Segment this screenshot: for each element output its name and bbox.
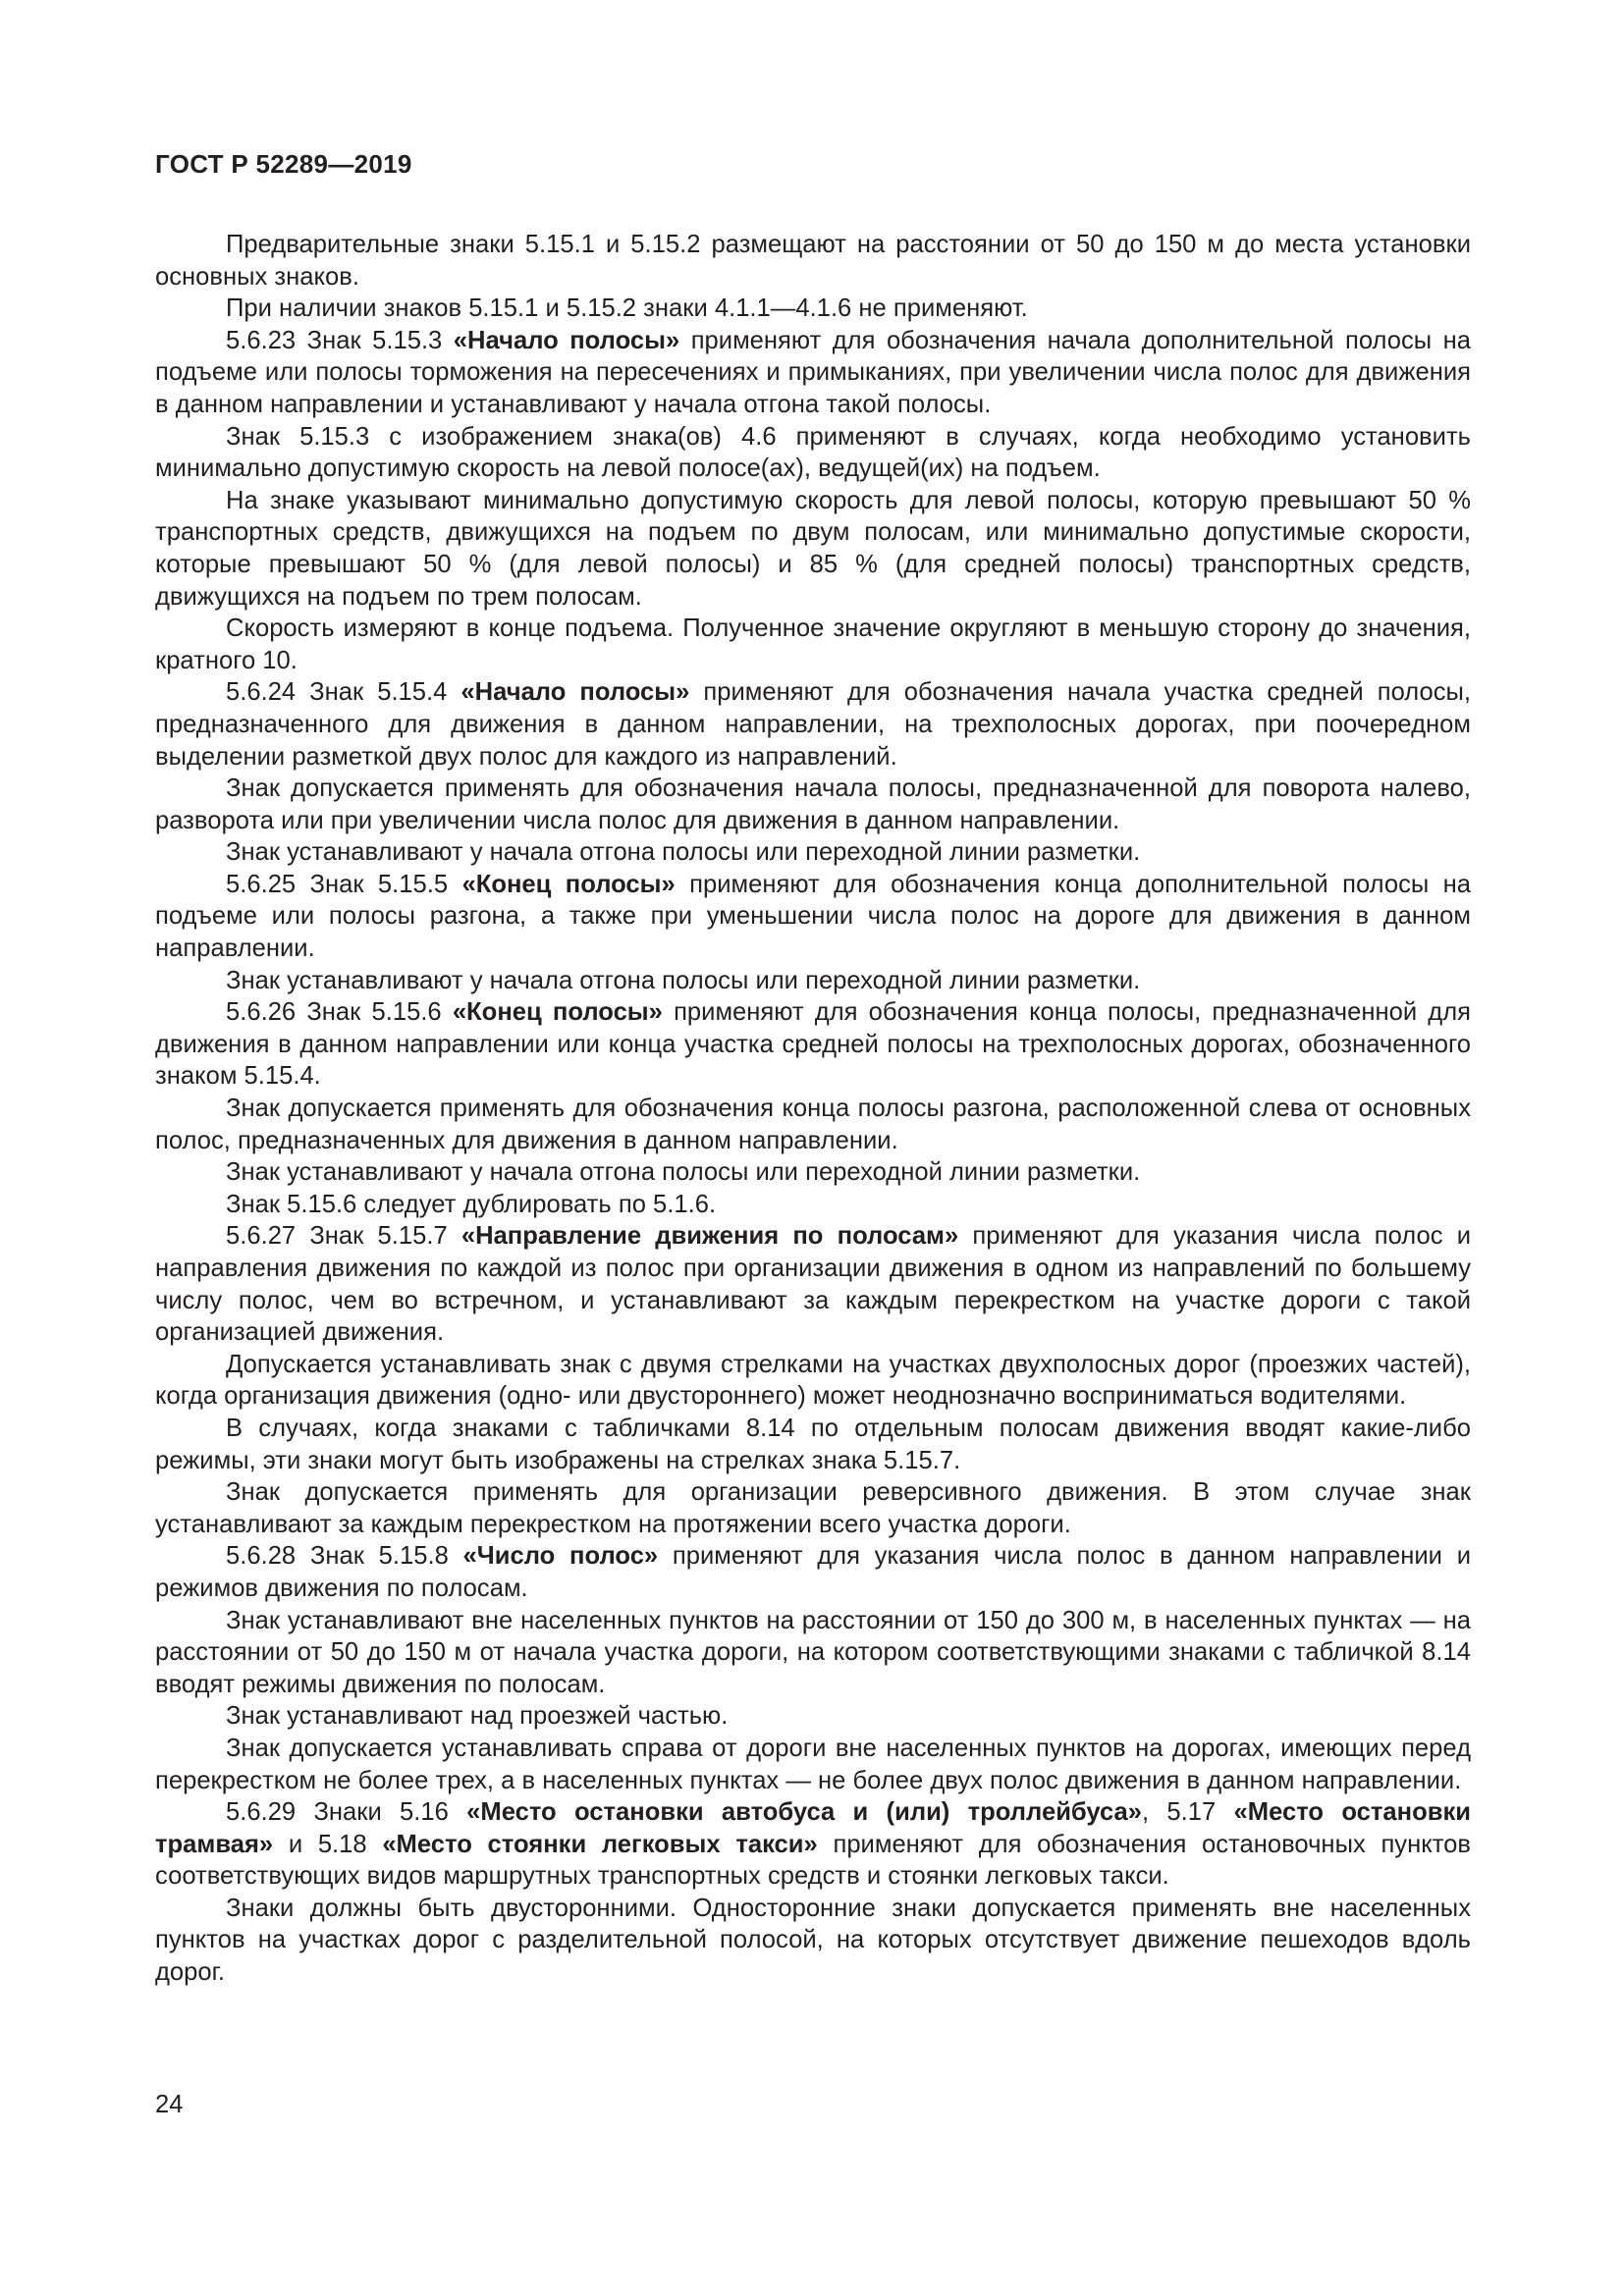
paragraph	[155, 1189, 1471, 1221]
text-run: применяют для обозначения остановочных пунктов соответствующих видов маршрутных транспортных средств и стоянки легковых такси.	[155, 1830, 1471, 1891]
text-run: Предварительные знаки 5.15.1 и 5.15.2 размещают на расстоянии от 50 до 150 м до места установки основных знаков.	[155, 231, 1471, 291]
text-run: Знак устанавливают у начала отгона полосы или переходной линии разметки.	[226, 1158, 1141, 1187]
paragraph	[155, 1605, 1471, 1701]
paragraph	[155, 485, 1471, 613]
paragraph	[155, 1540, 1471, 1604]
sign-name-bold: «Направление движения по полосам»	[460, 1222, 959, 1251]
text-run: Допускается устанавливать знак с двумя стрелками на участках двухполосных дорог (проезжих частей), когда организация движения (одно- или двустороннего) может неоднозначно восприниматься водителями.	[155, 1350, 1471, 1411]
text-run: Скорость измеряют в конце подъема. Полученное значение округляют в меньшую сторону до значения, кратного 10.	[155, 614, 1471, 674]
text-run: применяют для обозначения начала дополнительной полосы на подъеме или полосы торможения на пересечениях и примыканиях, при увеличении числа полос для движения в данном направлении и устанавливают у начала отгона такой полосы.	[155, 326, 1471, 418]
sign-name-bold: «Число полос»	[462, 1542, 659, 1571]
text-run: Знак допускается применять для обозначения начала полосы, предназначенной для поворота налево, разворота или при увеличении числа полос для движения в данном направлении.	[155, 774, 1471, 834]
paragraph	[155, 1156, 1471, 1189]
paragraph	[155, 1476, 1471, 1540]
sign-name-bold: «Место остановки автобуса и (или) троллейбуса»	[466, 1798, 1143, 1827]
paragraph	[155, 676, 1471, 773]
sign-name-bold: «Начало полосы»	[453, 326, 680, 354]
paragraph	[155, 773, 1471, 836]
text-run: Знак устанавливают вне населенных пунктов на расстоянии от 150 до 300 м, в населенных пунктах — на расстоянии от 50 до 150 м от начала участка дороги, на котором соответствующими знаками с табличкой 8.14 вводят режимы движения по полосам.	[155, 1606, 1471, 1698]
paragraph	[155, 1733, 1471, 1796]
paragraph	[155, 1700, 1471, 1733]
paragraph	[155, 421, 1471, 485]
text-run: При наличии знаков 5.15.1 и 5.15.2 знаки 4.1.1—4.1.6 не применяют.	[226, 294, 1028, 323]
text-run: 5.6.25 Знак 5.15.5	[226, 870, 462, 898]
paragraph	[155, 836, 1471, 869]
paragraph	[155, 1349, 1471, 1413]
text-run: Знак 5.15.3 с изображением знака(ов) 4.6 применяют в случаях, когда необходимо установить минимально допустимую скорость на левой полосе(ах), ведущей(их) на подъем.	[155, 422, 1471, 483]
text-run: На знаке указывают минимально допустимую скорость для левой полосы, которую превышают 50 % транспортных средств, движущихся на подъем по двум полосам, или минимально допустимые скорости, которые превышают 50 % (для левой полосы) и 85 % (для средней полосы) транспортных средств, движущихся на подъем по трем полосам.	[155, 486, 1471, 611]
text-run: применяют для указания числа полос и направления движения по каждой из полос при организации движения в одном из направлений по большему числу полос, чем во встречном, и устанавливают за каждым перекрестком на участке дороги с такой организацией движения.	[155, 1222, 1471, 1347]
page-number: 24	[155, 2091, 184, 2118]
sign-name-bold: «Конец полосы»	[461, 870, 676, 898]
text-run: 5.6.29 Знаки 5.16	[226, 1798, 467, 1827]
sign-name-bold: «Место остановки трамвая»	[155, 1798, 1472, 1858]
sign-name-bold: «Начало полосы»	[460, 678, 690, 707]
text-run: 5.6.27 Знак 5.15.7	[226, 1222, 461, 1251]
paragraph	[155, 965, 1471, 997]
paragraph	[155, 1893, 1471, 1989]
text-run: Знак устанавливают у начала отгона полосы или переходной линии разметки.	[226, 966, 1141, 994]
text-run: 5.6.28 Знак 5.15.8	[226, 1542, 463, 1571]
text-run: Знак допускается устанавливать справа от дороги вне населенных пунктов на дорогах, имеющих перед перекрестком не более трех, а в населенных пунктах — не более двух полос движения в данном направлении.	[155, 1734, 1471, 1794]
paragraph	[155, 325, 1471, 421]
text-run: 5.6.24 Знак 5.15.4	[226, 678, 461, 707]
document-body	[155, 229, 1471, 1989]
text-run: В случаях, когда знаками с табличками 8.14 по отдельным полосам движения вводят какие-либо режимы, эти знаки могут быть изображены на стрелках знака 5.15.7.	[155, 1414, 1471, 1474]
text-run: Знак допускается применять для организации реверсивного движения. В этом случае знак устанавливают за каждым перекрестком на протяжении всего участка дороги.	[155, 1478, 1471, 1538]
paragraph	[155, 1220, 1471, 1348]
paragraph	[155, 1093, 1471, 1156]
sign-name-bold: «Конец полосы»	[452, 998, 663, 1027]
text-run: Знак 5.15.6 следует дублировать по 5.1.6.	[226, 1190, 717, 1218]
paragraph	[155, 229, 1471, 293]
text-run: применяют для обозначения конца полосы, предназначенной для движения в данном направлении или конца участка средней полосы на трехполосных дорогах, обозначенного знаком 5.15.4.	[155, 998, 1471, 1091]
text-run: Знак допускается применять для обозначения конца полосы разгона, расположенной слева от основных полос, предназначенных для движения в данном направлении.	[155, 1095, 1471, 1154]
paragraph	[155, 1796, 1471, 1893]
paragraph	[155, 613, 1471, 676]
text-run: применяют для обозначения конца дополнительной полосы на подъеме или полосы разгона, а также при уменьшении числа полос на дороге для движения в данном направлении.	[155, 870, 1472, 963]
paragraph	[155, 996, 1471, 1093]
text-run: , 5.17	[1142, 1798, 1234, 1827]
text-run: Знак устанавливают у начала отгона полосы или переходной линии разметки.	[226, 838, 1141, 867]
text-run: 5.6.26 Знак 5.15.6	[226, 998, 453, 1027]
text-run: Знаки должны быть двусторонними. Односторонние знаки допускается применять вне населенных пунктов на участках дорог с разделительной полосой, на которых отсутствует движение пешеходов вдоль дорог.	[155, 1894, 1471, 1987]
sign-name-bold: «Место стоянки легковых такси»	[382, 1830, 818, 1858]
text-run: применяют для обозначения начала участка средней полосы, предназначенного для движения в данном направлении, на трехполосных дорогах, при поочередном выделении разметкой двух полос для каждого из направлений.	[155, 678, 1472, 771]
text-run: 5.6.23 Знак 5.15.3	[226, 326, 454, 354]
document-header: ГОСТ Р 52289—2019	[155, 149, 412, 179]
paragraph	[155, 1413, 1471, 1476]
paragraph	[155, 293, 1471, 325]
paragraph	[155, 869, 1471, 965]
text-run: и 5.18	[273, 1830, 383, 1858]
text-run: Знак устанавливают над проезжей частью.	[226, 1702, 729, 1731]
text-run: применяют для указания числа полос в данном направлении и режимов движения по полосам.	[155, 1542, 1471, 1602]
